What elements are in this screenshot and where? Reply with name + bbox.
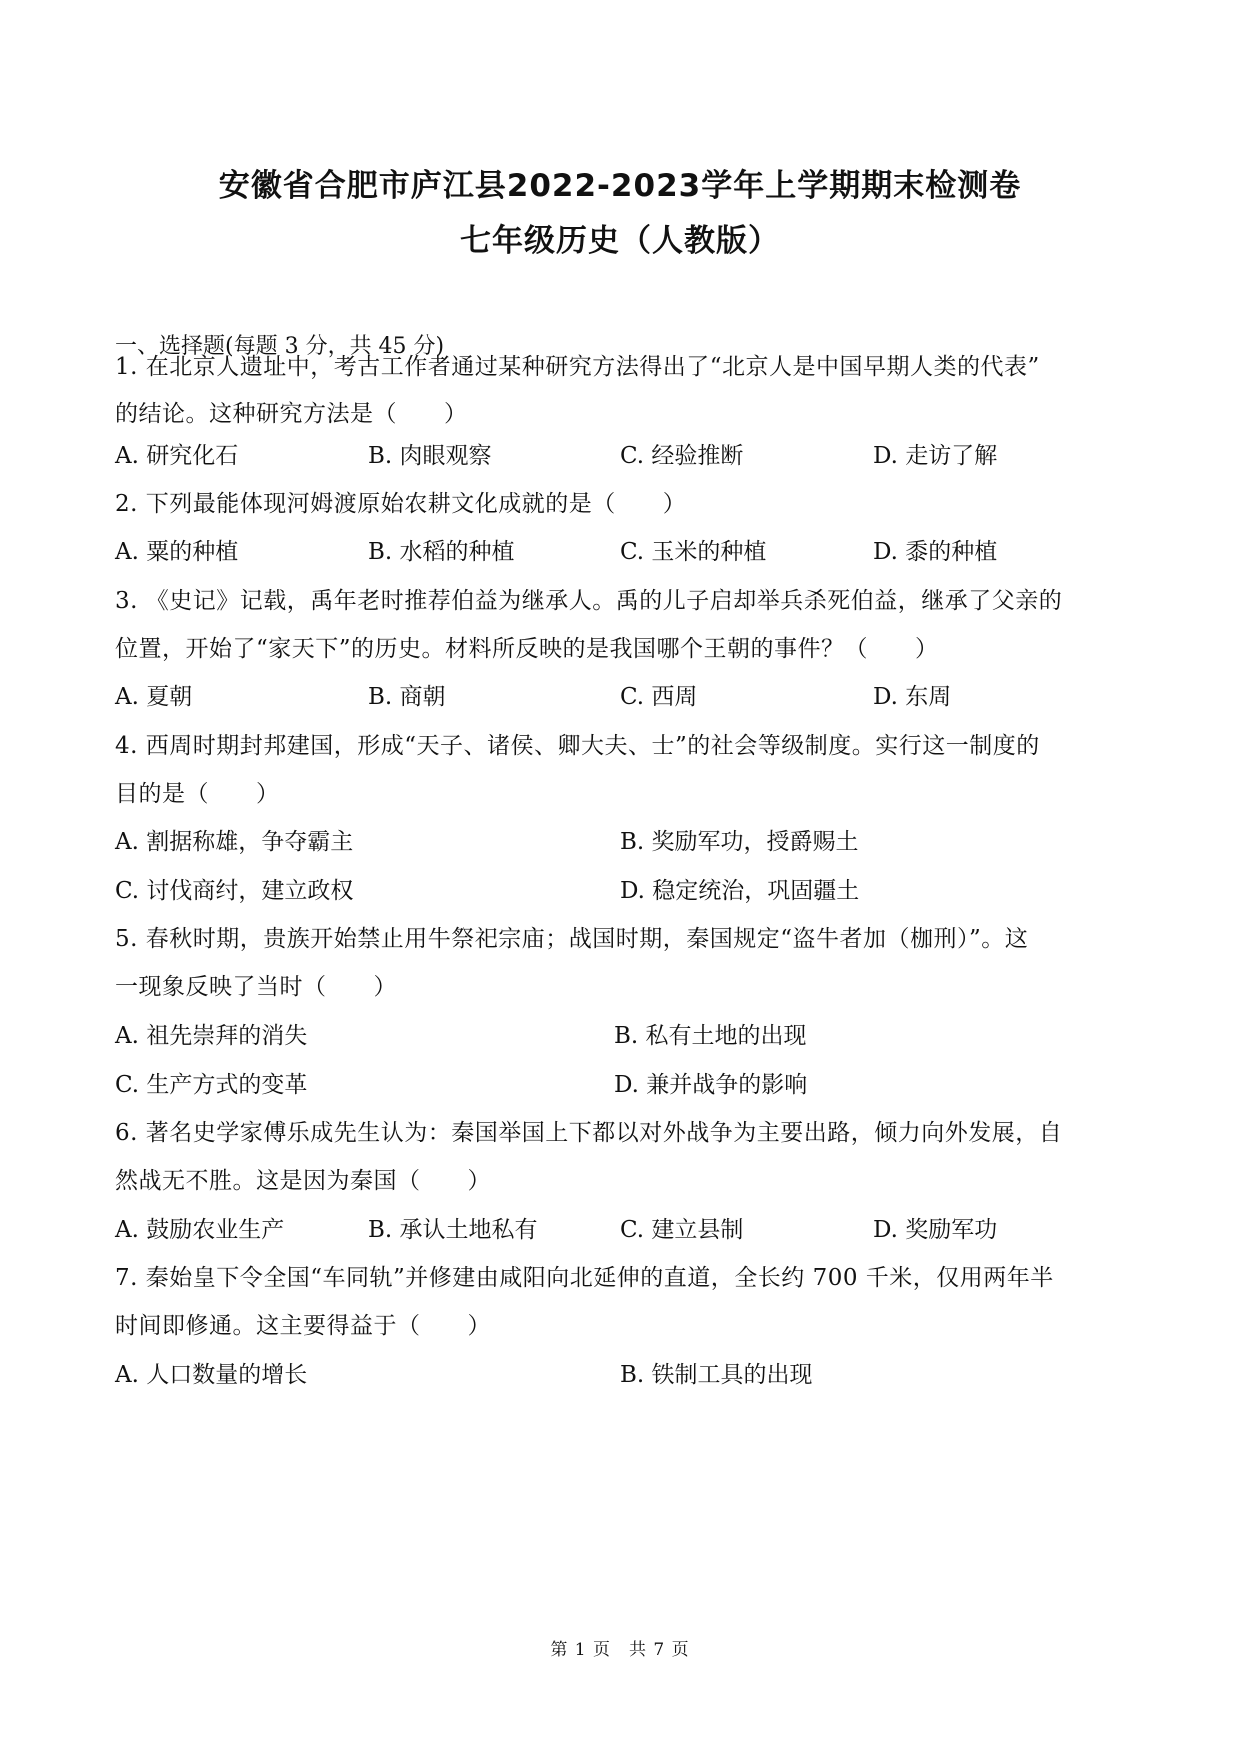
question-6-option-c: C. 建立县制: [620, 1217, 744, 1243]
question-5-option-a: A. 祖先崇拜的消失: [115, 1023, 308, 1049]
question-1-option-b: B. 肉眼观察: [368, 443, 492, 469]
question-7-line-1: 7. 秦始皇下令全国“车同轨”并修建由咸阳向北延伸的直道，全长约 700 千米，仅用两年半: [115, 1265, 1054, 1291]
question-5-line-1: 5. 春秋时期，贵族开始禁止用牛祭祀宗庙；战国时期，秦国规定“盗牛者加（枷刑）”。这: [115, 926, 1029, 952]
question-6-option-d: D. 奖励军功: [873, 1217, 998, 1243]
section-heading: 一、选择题(每题 3 分，共 45 分): [115, 334, 445, 359]
question-4-line-2: 目的是（ ）: [115, 781, 280, 807]
question-5-line-2: 一现象反映了当时（ ）: [115, 974, 397, 1000]
exam-subtitle: 七年级历史（人教版）: [460, 223, 780, 259]
question-1-line-2: 的结论。这种研究方法是（ ）: [115, 401, 468, 427]
question-3-line-2: 位置，开始了“家天下”的历史。材料所反映的是我国哪个王朝的事件？（ ）: [115, 636, 939, 662]
question-6-option-a: A. 鼓励农业生产: [115, 1217, 285, 1243]
question-6-line-1: 6. 著名史学家傅乐成先生认为：秦国举国上下都以对外战争为主要出路，倾力向外发展，自: [115, 1120, 1063, 1146]
question-6-line-2: 然战无不胜。这是因为秦国（ ）: [115, 1168, 491, 1194]
question-4-option-b: B. 奖励军功，授爵赐土: [620, 829, 859, 855]
question-7-option-a: A. 人口数量的增长: [115, 1362, 308, 1388]
question-5-option-c: C. 生产方式的变革: [115, 1072, 308, 1098]
question-5-option-d: D. 兼并战争的影响: [614, 1072, 808, 1098]
question-5-option-b: B. 私有土地的出现: [614, 1023, 807, 1049]
question-7-line-2: 时间即修通。这主要得益于（ ）: [115, 1313, 491, 1339]
question-1-option-d: D. 走访了解: [873, 443, 998, 469]
exam-title: 安徽省合肥市庐江县2022-2023学年上学期期末检测卷: [218, 168, 1022, 204]
question-2-option-b: B. 水稻的种植: [368, 539, 515, 565]
question-4-line-1: 4. 西周时期封邦建国，形成“天子、诸侯、卿大夫、士”的社会等级制度。实行这一制度的: [115, 733, 1040, 759]
question-1-option-a: A. 研究化石: [115, 443, 239, 469]
question-4-option-a: A. 割据称雄，争夺霸主: [115, 829, 354, 855]
question-2-option-d: D. 黍的种植: [873, 539, 998, 565]
question-3-option-d: D. 东周: [873, 684, 952, 710]
question-3-option-b: B. 商朝: [368, 684, 446, 710]
question-3-line-1: 3. 《史记》记载，禹年老时推荐伯益为继承人。禹的儿子启却举兵杀死伯益，继承了父亲的: [115, 588, 1063, 614]
question-2-option-c: C. 玉米的种植: [620, 539, 767, 565]
question-6-option-b: B. 承认土地私有: [368, 1217, 538, 1243]
question-2-line-1: 2. 下列最能体现河姆渡原始农耕文化成就的是（ ）: [115, 491, 687, 517]
question-1-option-c: C. 经验推断: [620, 443, 744, 469]
question-2-option-a: A. 粟的种植: [115, 539, 239, 565]
question-1-line-1: 1. 在北京人遗址中，考古工作者通过某种研究方法得出了“北京人是中国早期人类的代表”: [115, 354, 1040, 380]
page-footer: 第 1 页 共 7 页: [550, 1640, 690, 1660]
question-3-option-a: A. 夏朝: [115, 684, 193, 710]
question-4-option-d: D. 稳定统治，巩固疆土: [620, 878, 860, 904]
question-4-option-c: C. 讨伐商纣，建立政权: [115, 878, 354, 904]
question-3-option-c: C. 西周: [620, 684, 698, 710]
question-7-option-b: B. 铁制工具的出现: [620, 1362, 813, 1388]
